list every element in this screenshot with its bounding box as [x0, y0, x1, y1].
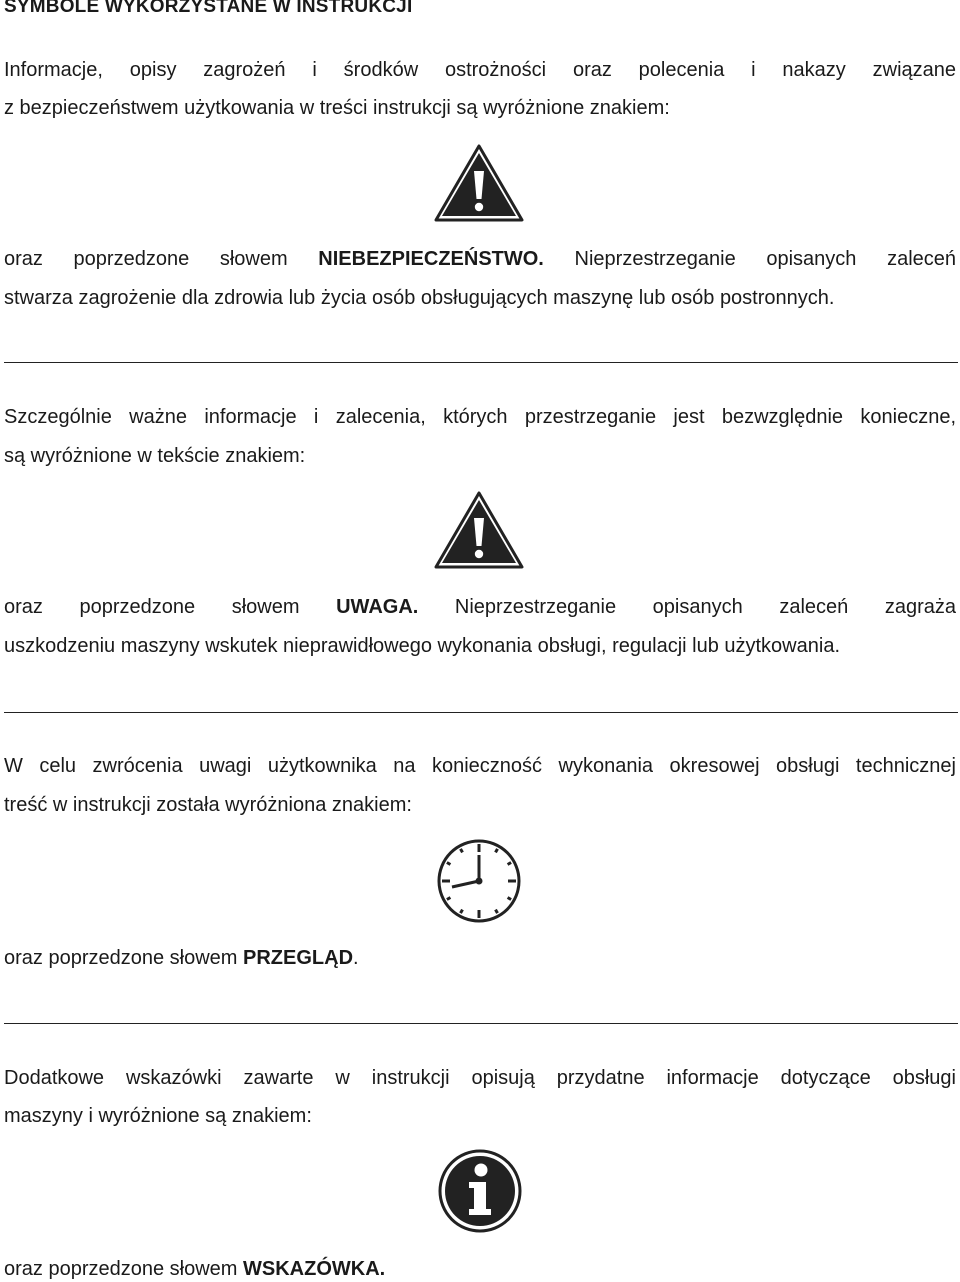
section3-prefix: oraz poprzedzone słowem: [4, 947, 244, 969]
section3-text-line2: treść w instrukcji została wyróżniona znakiem:: [4, 794, 412, 816]
warning-triangle-icon: [433, 490, 525, 570]
section1-text-line2: z bezpieczeństwem użytkowania w treści instrukcji są wyróżnione znakiem:: [4, 97, 670, 119]
section3-text-line1: W celu zwrócenia uwagi użytkownika na konieczność wykonania okresowej obsługi technicznej: [4, 755, 956, 777]
divider: [4, 1023, 958, 1024]
section3-keyword: PRZEGLĄD: [243, 947, 354, 969]
section4-text-line1: Dodatkowe wskazówki zawarte w instrukcji opisują przydatne informacje dotyczące obsługi: [4, 1067, 956, 1089]
section1-keyword: NIEBEZPIECZEŃSTWO.: [318, 248, 544, 270]
section1-text-line4: stwarza zagrożenie dla zdrowia lub życia osób obsługujących maszynę lub osób postronnych.: [4, 287, 835, 309]
section4-keyword: WSKAZÓWKA.: [243, 1258, 386, 1280]
section3-suffix: .: [353, 947, 359, 969]
section4-prefix: oraz poprzedzone słowem: [4, 1258, 244, 1280]
clock-icon: [436, 838, 522, 924]
section1-text-line3: [4, 247, 956, 271]
divider: [4, 712, 958, 713]
section2-text-line3: [4, 595, 956, 619]
section2-prefix: oraz poprzedzone słowem: [4, 596, 337, 618]
section4-text-line2: maszyny i wyróżnione są znakiem:: [4, 1105, 312, 1127]
section2-text-line4: uszkodzeniu maszyny wskutek nieprawidłowego wykonania obsługi, regulacji lub użytkowania.: [4, 635, 840, 657]
section1-suffix: Nieprzestrzeganie opisanych zaleceń: [543, 248, 957, 270]
warning-triangle-icon: [433, 143, 525, 223]
section1-text-line1: Informacje, opisy zagrożeń i środków ostrożności oraz polecenia i nakazy związane: [4, 59, 956, 81]
section2-keyword: UWAGA.: [336, 596, 419, 618]
section2-suffix: Nieprzestrzeganie opisanych zaleceń zagraża: [418, 596, 956, 618]
page-title: SYMBOLE WYKORZYSTANE W INSTRUKCJI: [4, 0, 413, 17]
divider: [4, 362, 958, 363]
info-icon: [438, 1149, 522, 1233]
section2-text-line2: są wyróżnione w tekście znakiem:: [4, 445, 306, 467]
section2-text-line1: Szczególnie ważne informacje i zalecenia, których przestrzeganie jest bezwzględnie konieczne,: [4, 406, 956, 428]
section4-text-line3: [4, 1257, 956, 1281]
section1-prefix: oraz poprzedzone słowem: [4, 248, 319, 270]
section3-text-line3: [4, 946, 956, 970]
